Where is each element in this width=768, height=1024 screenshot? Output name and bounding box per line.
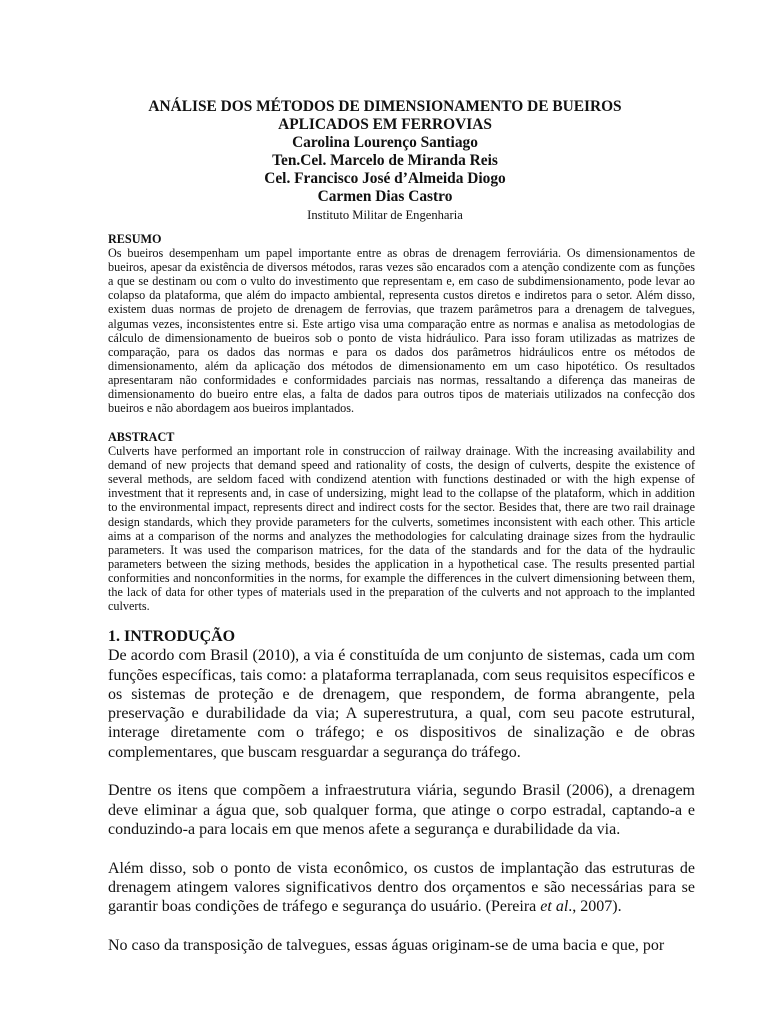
paper-title-line-1: ANÁLISE DOS MÉTODOS DE DIMENSIONAMENTO DE BUEIROS [148,98,622,115]
citation-et-al: et al [540,898,569,916]
author-name: Ten.Cel. Marcelo de Miranda Reis [272,152,498,169]
institution: Instituto Militar de Engenharia [307,208,463,222]
paragraph-text: ., 2007). [568,898,622,916]
paragraph-text: Além disso, sob o ponto de vista econômico, os custos de implantação das estruturas de drenagem atingem valores significativos dentro dos orçamentos e são necessárias para se garantir boas condições de tráfego e segurança do usuário. (Pereira [108,859,695,916]
resumo-section [108,232,695,415]
abstract-section [108,430,695,613]
author-name: Carolina Lourenço Santiago [292,134,478,151]
author-name: Cel. Francisco José d’Almeida Diogo [264,170,506,187]
body-paragraph: Dentre os itens que compõem a infraestrutura viária, segundo Brasil (2006), a drenagem deve eliminar a água que, sob qualquer forma, que atinge o corpo estradal, captando-a e conduzindo-a para locais em que menos afete a segurança e durabilidade da via. [108,782,695,838]
resumo-text: Os bueiros desempenham um papel importante entre as obras de drenagem ferroviária. Os dimensionamentos de bueiros, apesar da existência de diversos métodos, raras vezes são encarados com a atenção condizente com as funções a que se destinam ou com o vulto do investimento que representam e, em caso de subdimensionamento, pode levar ao colapso da plataforma, que além do impacto ambiental, representa custos diretos e indiretos para o setor. Além disso, existem duas normas de projeto de drenagem de ferrovias, que trazem parâmetros para a drenagem de talvegues, algumas vezes, inconsistentes entre si. Este artigo visa uma comparação entre as normas e analisa as metodologias de cálculo de dimensionamento de bueiros sob o ponto de vista hidráulico. Para isso foram utilizadas as matrizes de comparação, para os dados das normas e para os dados dos parâmetros hidráulicos entre os métodos de dimensionamento, além da aplicação dos métodos de dimensionamento em um caso hipotético. Os resultados apresentaram não conformidades e conformidades parciais nas normas, ressaltando a diferença das maneiras de dimensionamento do bueiro entre elas, a falta de dados para outros tipos de materiais utilizados na confecção dos bueiros e não abordagem aos bueiros implantados. [108,246,695,416]
paper-title-line-2: APLICADOS EM FERROVIAS [278,116,492,133]
paper-header [60,98,710,224]
body-paragraph: De acordo com Brasil (2010), a via é constituída de um conjunto de sistemas, cada um com funções específicas, tais como: a plataforma terraplanada, com seus requisitos específicos e os sistemas de proteção e de drenagem, que respondem, de forma abrangente, pela preservação e durabilidade da via; A superestrutura, a qual, com seu pacote estrutural, interage diretamente com o tráfego; e os dispositivos de sinalização e de obras complementares, que buscam resguardar a segurança do tráfego. [108,647,695,761]
author-name: Carmen Dias Castro [317,188,453,205]
section-heading: 1. INTRODUÇÃO [108,628,236,645]
body-paragraph: No caso da transposição de talvegues, essas águas originam-se de uma bacia e que, por [108,936,665,954]
resumo-heading: RESUMO [108,232,162,246]
abstract-heading: ABSTRACT [108,430,175,444]
body-paragraph [108,859,695,917]
introduction-section [108,627,695,955]
abstract-text: Culverts have performed an important role in construccion of railway drainage. With the increasing availability and demand of new projects that demand speed and rationality of costs, the design of culverts, despite the existence of several methods, are seldom faced with condizend atention with functions destinaded or with the high expense of investment that it represents and, in case of undersizing, might lead to the collapse of the plataform, which in addition to the environmental impact, represents direct and indirect costs for the sector. Besides that, there are two rail drainage design standards, which they provide parameters for the culverts, sometimes inconsistent with each other. This article aims at a comparison of the norms and analyzes the methodologies for calculating drainage sizes from the hydraulic parameters. It was used the comparison matrices, for the data of the standards and for the data of the hydraulic parameters between the sizing methods, besides the application in a hypothetical case. The results presented partial conformities and nonconformities in the norms, for example the differences in the culvert dimensioning between them, the lack of data for other types of materials used in the preparation of the culverts and not approach to the implanted culverts. [108,444,695,614]
